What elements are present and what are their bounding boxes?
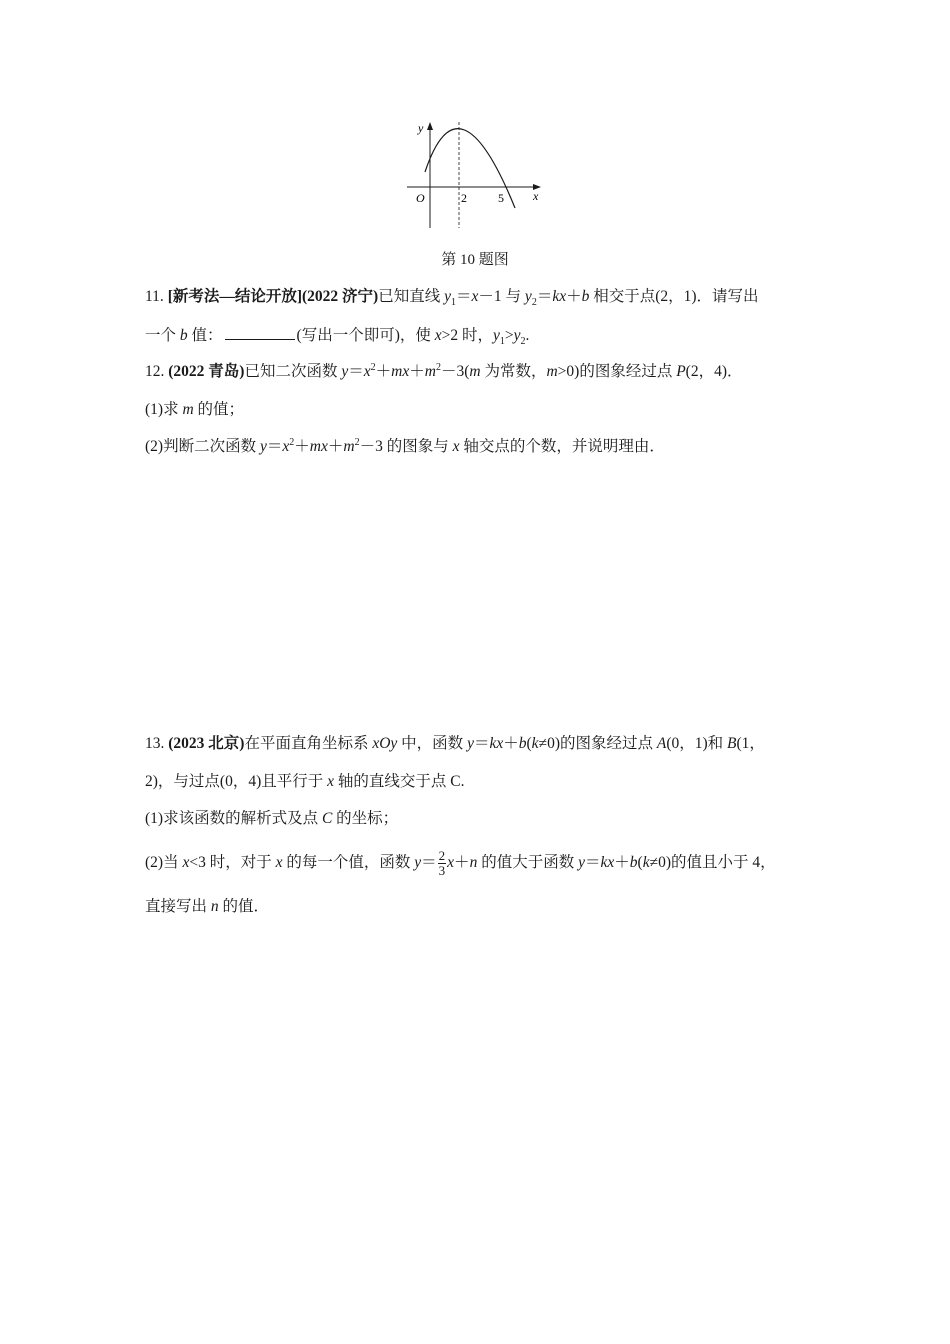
text: >0)的图象经过点 <box>557 363 677 380</box>
text: (1)求该函数的解析式及点 <box>145 810 322 827</box>
question-12-part-1 <box>145 400 244 420</box>
parabola-graph-icon <box>400 110 550 240</box>
text: 为常数， <box>484 363 547 380</box>
figure-10-caption: 第 10 题图 <box>441 252 509 268</box>
text: 轴交点的个数，并说明理由． <box>459 438 665 455</box>
text: ＝ <box>536 288 553 305</box>
var: b <box>581 288 590 305</box>
var: B <box>727 735 737 752</box>
text: (2)判断二次函数 <box>145 438 260 455</box>
text: 轴的直线交于点 C. <box>334 773 465 790</box>
fraction-denominator: 3 <box>438 863 446 878</box>
subscript: 2 <box>520 336 526 348</box>
var: y <box>259 438 267 455</box>
var: mx <box>391 363 410 380</box>
var: m <box>182 401 194 418</box>
question-13-line-1: 13. (2023 北京)在平面直角坐标系 xOy 中，函数 y＝kx＋b(k≠0)的图象经过点 A(0，1)和 B(1， <box>145 735 765 752</box>
text: (1， <box>736 735 765 752</box>
var: mx <box>309 438 328 455</box>
var: x <box>434 327 442 344</box>
fraction-numerator: 2 <box>438 848 446 863</box>
tick-2-label: 2 <box>461 191 467 205</box>
text: 的值； <box>193 401 245 418</box>
question-12-part-2: (2)判断二次函数 $y=x^2+mx+m^2-3$ 的图象与 x 轴交点的个数，并说明理由． <box>145 436 665 455</box>
text: . <box>525 327 530 344</box>
origin-label: O <box>416 191 425 205</box>
var: y <box>341 363 349 380</box>
tick-5-label: 5 <box>498 191 504 205</box>
question-13-part-1 <box>145 809 398 829</box>
text: ≠0)的图象经过点 <box>538 735 657 752</box>
text: ＝ <box>456 288 472 305</box>
question-number: 13. <box>145 735 165 752</box>
text: 已知直线 <box>378 288 445 305</box>
var: C <box>321 810 333 827</box>
fraction-two-thirds <box>438 849 447 878</box>
text: 在平面直角坐标系 <box>244 735 373 752</box>
text: 一个 <box>145 327 180 344</box>
text: 值： <box>187 327 223 344</box>
question-source: (2022 青岛) <box>168 363 245 380</box>
text: (写出一个即可)，使 <box>296 327 435 344</box>
var: b <box>179 327 188 344</box>
var: y <box>513 327 521 344</box>
text: 的坐标； <box>332 810 399 827</box>
text: (2)当 <box>145 854 183 872</box>
subscript: 2 <box>531 297 537 309</box>
subscript: 1 <box>451 297 456 309</box>
question-source: (2023 北京) <box>168 735 245 752</box>
var: y <box>493 327 500 344</box>
var: A <box>656 735 667 752</box>
question-11-line-1 <box>145 287 759 307</box>
text: 的值． <box>218 898 270 915</box>
y-axis-label: y <box>418 121 424 135</box>
var: P <box>676 363 686 380</box>
question-source: (2022 济宁) <box>302 288 379 305</box>
question-number: 12. <box>145 363 165 380</box>
var: kx <box>552 288 567 305</box>
text: 直接写出 <box>145 898 211 915</box>
text: －3( <box>440 363 470 380</box>
text: －3 的图象与 <box>359 438 453 455</box>
var: xOy <box>372 735 398 752</box>
var: n <box>210 898 219 915</box>
text: > <box>504 327 514 344</box>
var: y <box>444 288 451 305</box>
question-tag: [新考法—结论开放] <box>167 288 303 305</box>
text: <3 时，对于 <box>189 854 276 872</box>
text: －1 与 <box>478 288 525 305</box>
text: (0，1)和 <box>666 735 728 752</box>
text: 2)，与过点(0，4)且平行于 <box>145 773 328 790</box>
text: 已知二次函数 <box>244 363 342 380</box>
question-13-line-2: 2)，与过点(0，4)且平行于 x 轴的直线交于点 C. <box>145 773 465 790</box>
text: (1)求 <box>145 401 183 418</box>
text: 相交于点(2，1)．请写出 <box>589 288 759 305</box>
answer-blank[interactable] <box>225 325 295 340</box>
var: n <box>469 854 478 872</box>
text: 的每一个值，函数 <box>282 854 415 872</box>
text: (2，4)． <box>685 363 743 380</box>
var: y <box>524 288 532 305</box>
text: ＋ <box>566 288 582 305</box>
var: x <box>471 288 479 305</box>
var: x <box>282 438 290 455</box>
var: m <box>469 363 481 380</box>
text: ( <box>526 735 532 752</box>
figure-10-parabola-graph <box>400 110 550 240</box>
var: m <box>424 363 436 380</box>
text: ≠0)的值且小于 4， <box>649 854 776 872</box>
question-number: 11. <box>145 288 164 305</box>
var: m <box>546 363 558 380</box>
question-13-part-3 <box>145 897 269 917</box>
var: x <box>452 438 460 455</box>
text: >2 时， <box>441 327 493 344</box>
question-12-line-1: 12. (2022 青岛)已知二次函数 $y=x^2+mx+m^2-3(m$ 为常数，m>0)的图象经过点 P(2，4)． <box>145 361 743 380</box>
question-11-line-2 <box>145 325 529 346</box>
x-axis-label: x <box>533 189 539 203</box>
question-13-part-2: (2)当 x<3 时，对于 x 的每一个值，函数 y＝ $\frac{2}{3}$ x＋n 的值大于函数 y＝kx＋b(k≠0)的值且小于 4， <box>145 848 776 878</box>
var: x <box>363 363 371 380</box>
subscript: 1 <box>499 336 505 348</box>
text: 的值大于函数 <box>477 854 579 872</box>
var: m <box>343 438 355 455</box>
text: 中，函数 <box>397 735 468 752</box>
